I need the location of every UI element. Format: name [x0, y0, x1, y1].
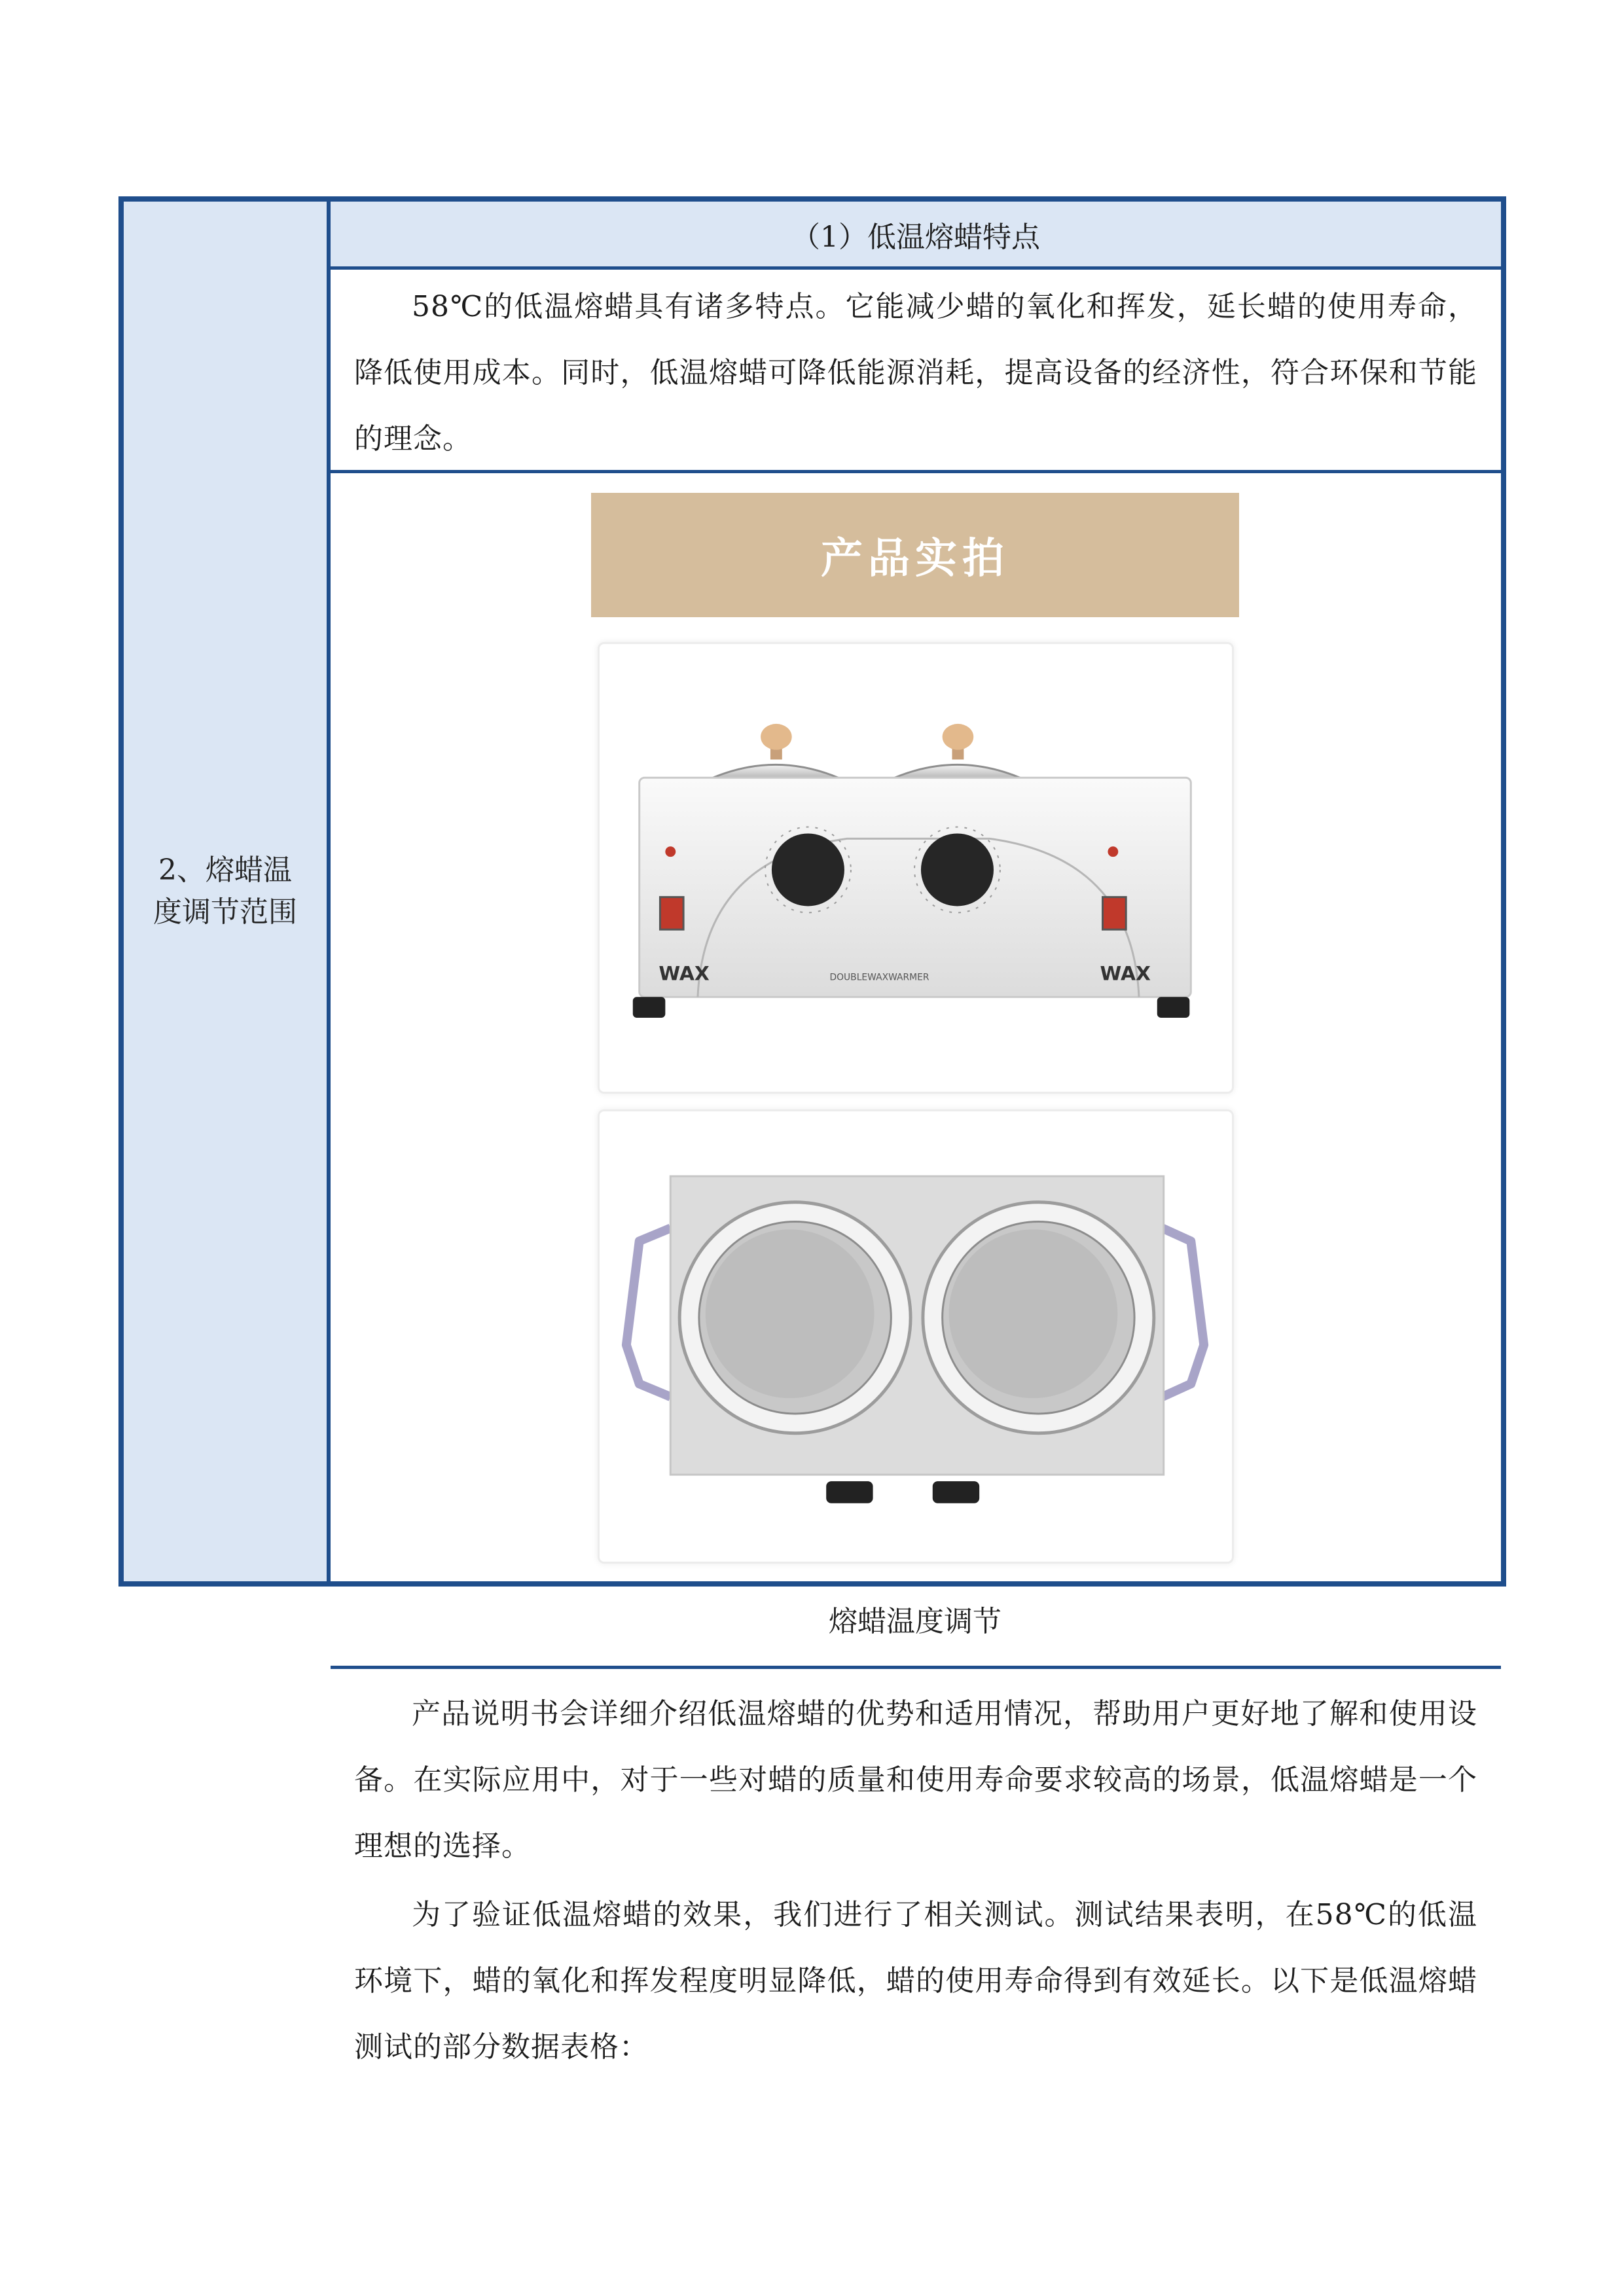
heading: （1）低温熔蜡特点 — [791, 220, 1040, 254]
section-label-cell — [124, 202, 331, 1581]
body-row — [331, 1669, 1501, 2064]
banner-title: 产品实拍 — [821, 535, 1009, 583]
product-photo-front — [598, 642, 1234, 1094]
content-column — [331, 202, 1501, 2064]
paragraph-1: 58℃的低温熔蜡具有诸多特点。它能减少蜡的氧化和挥发，延长蜡的使用寿命，降低使用成本。同时，低温熔蜡可降低能源消耗，提高设备的经济性，符合环保和节能的理念。 — [354, 290, 1477, 456]
front-brand-left: WAX — [659, 962, 710, 986]
content-table — [118, 196, 1506, 2064]
intro-row — [331, 270, 1501, 473]
heading-row — [331, 202, 1501, 270]
product-banner — [591, 493, 1239, 617]
front-brand-right: WAX — [1100, 962, 1151, 986]
paragraph-3: 为了验证低温熔蜡的效果，我们进行了相关测试。测试结果表明，在58℃的低温环境下，蜡的氧化和挥发程度明显降低，蜡的使用寿命得到有效延长。以下是低温熔蜡测试的部分数据表格： — [354, 1898, 1477, 2064]
figure-row — [331, 473, 1501, 1669]
product-photo-top — [598, 1109, 1234, 1564]
wax-warmer-front-illustration — [600, 644, 1232, 1092]
product-figure — [591, 493, 1239, 1638]
section-label: 2、熔蜡温度调节范围 — [153, 853, 297, 929]
wax-warmer-top-illustration — [600, 1111, 1232, 1562]
paragraph-2: 产品说明书会详细介绍低温熔蜡的优势和适用情况，帮助用户更好地了解和使用设备。在实际应用中，对于一些对蜡的质量和使用寿命要求较高的场景，低温熔蜡是一个理想的选择。 — [354, 1697, 1477, 1863]
figure-caption: 熔蜡温度调节 — [829, 1605, 1001, 1638]
front-model-text: DOUBLEWAXWARMER — [829, 972, 929, 983]
